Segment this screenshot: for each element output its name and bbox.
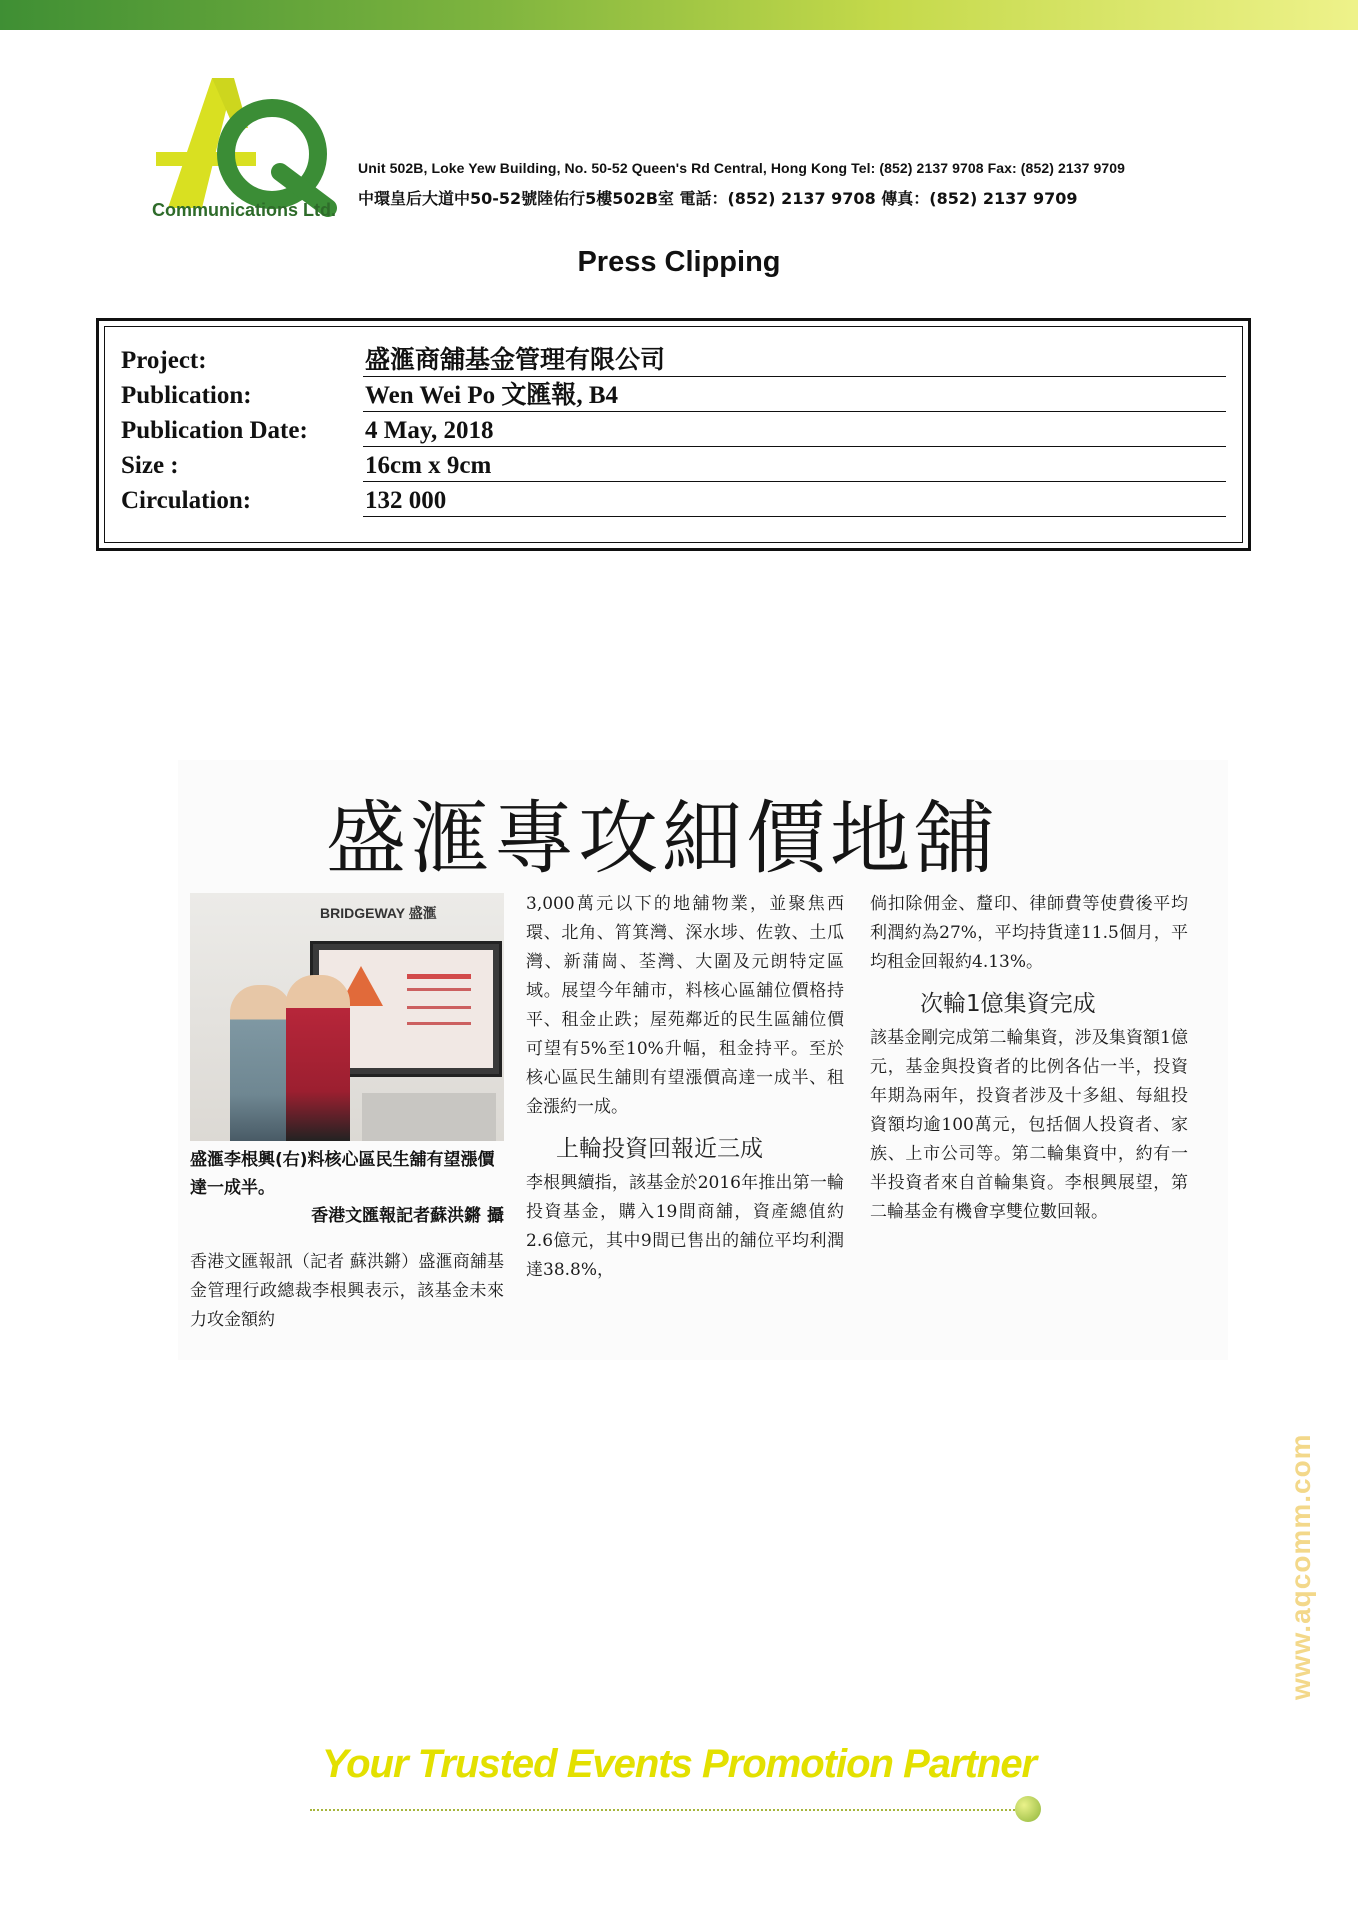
column-3-paragraph-1: 倘扣除佣金、釐印、律師費等使費後平均利潤約為27%，平均持貨達11.5個月，平均租金回報約4.13%。 bbox=[870, 894, 1188, 972]
caption-text: 盛滙李根興(右)料核心區民生舖有望漲價達一成半。 bbox=[190, 1150, 495, 1198]
subhead-fundraising: 次輪1億集資完成 bbox=[920, 991, 1096, 1017]
info-label: Publication: bbox=[121, 382, 252, 409]
info-row-project bbox=[121, 343, 1226, 377]
info-label: Size : bbox=[121, 452, 179, 479]
newspaper-clipping bbox=[178, 760, 1228, 1360]
info-label: Publication Date: bbox=[121, 417, 308, 444]
person-left bbox=[230, 985, 292, 1141]
address-english: Unit 502B, Loke Yew Building, No. 50-52 Queen's Rd Central, Hong Kong Tel: (852) 2137 9708 Fax: (852) 2137 9709 bbox=[358, 160, 1126, 176]
page-title: Press Clipping bbox=[577, 246, 781, 278]
article-photo bbox=[190, 893, 504, 1141]
footer-tagline: Your Trusted Events Promotion Partner bbox=[321, 1742, 1037, 1786]
info-row-publication bbox=[121, 378, 1226, 412]
info-row-date bbox=[121, 413, 1226, 447]
side-website-url: www.aqcomm.com bbox=[1285, 1433, 1316, 1700]
person-right bbox=[286, 975, 350, 1141]
info-value: 16cm x 9cm bbox=[363, 450, 1226, 482]
photo-caption bbox=[190, 1146, 504, 1230]
article-column-1: 香港文匯報訊（記者 蘇洪鏘）盛滙商舖基金管理行政總裁李根興表示，該基金未來力攻金額約 bbox=[190, 1252, 504, 1330]
info-label: Project: bbox=[121, 347, 207, 374]
company-name: Communications Ltd. bbox=[152, 200, 336, 220]
info-value: Wen Wei Po 文匯報, B4 bbox=[363, 380, 1226, 412]
subhead-returns: 上輪投資回報近三成 bbox=[556, 1136, 763, 1162]
info-value: 4 May, 2018 bbox=[363, 415, 1226, 447]
column-2-paragraph-2: 李根興續指，該基金於2016年推出第一輪投資基金，購入19間商舖，資產總值約2.6億元，其中9間已售出的舖位平均利潤達38.8%， bbox=[526, 1173, 844, 1280]
footer-dot-icon bbox=[1015, 1796, 1041, 1822]
article-column-2 bbox=[526, 890, 844, 1285]
column-2-paragraph-1: 3,000萬元以下的地舖物業，並聚焦西環、北角、筲箕灣、深水埗、佐敦、土瓜灣、新蒲崗、荃灣、大圍及元朗特定區域。展望今年舖市，料核心區舖位價格持平、租金止跌；屋苑鄰近的民生區舖位價可望有5%至10%升幅，租金持平。至於核心區民生舖則有望漲價高達一成半、租金漲約一成。 bbox=[526, 894, 844, 1117]
info-value: 132 000 bbox=[363, 485, 1226, 517]
top-gradient-bar bbox=[0, 0, 1358, 30]
info-row-circulation bbox=[121, 483, 1226, 517]
article-headline: 盛滙專攻細價地舖 bbox=[326, 792, 998, 885]
photo-credit: 香港文匯報記者蘇洪鏘 攝 bbox=[311, 1206, 504, 1226]
address-chinese: 中環皇后大道中50-52號陸佑行5樓502B室 電話：(852) 2137 9708 傳真：(852) 2137 9709 bbox=[358, 189, 1078, 208]
column-3-paragraph-2: 該基金剛完成第二輪集資，涉及集資額1億元，基金與投資者的比例各佔一半，投資年期為兩年，投資者涉及十多組、每組投資額均逾100萬元，包括個人投資者、家族、上市公司等。第二輪集資中，約有一半投資者來自首輪集資。李根興展望，第二輪基金有機會享雙位數回報。 bbox=[870, 1028, 1188, 1222]
info-box bbox=[96, 318, 1251, 551]
info-value: 盛滙商舖基金管理有限公司 bbox=[363, 345, 1226, 377]
info-label: Circulation: bbox=[121, 487, 252, 514]
article-column-3 bbox=[870, 890, 1188, 1227]
info-row-size bbox=[121, 448, 1226, 482]
photo-brand-sign: BRIDGEWAY 盛滙 bbox=[320, 905, 437, 921]
footer-dotted-line bbox=[310, 1809, 1018, 1811]
